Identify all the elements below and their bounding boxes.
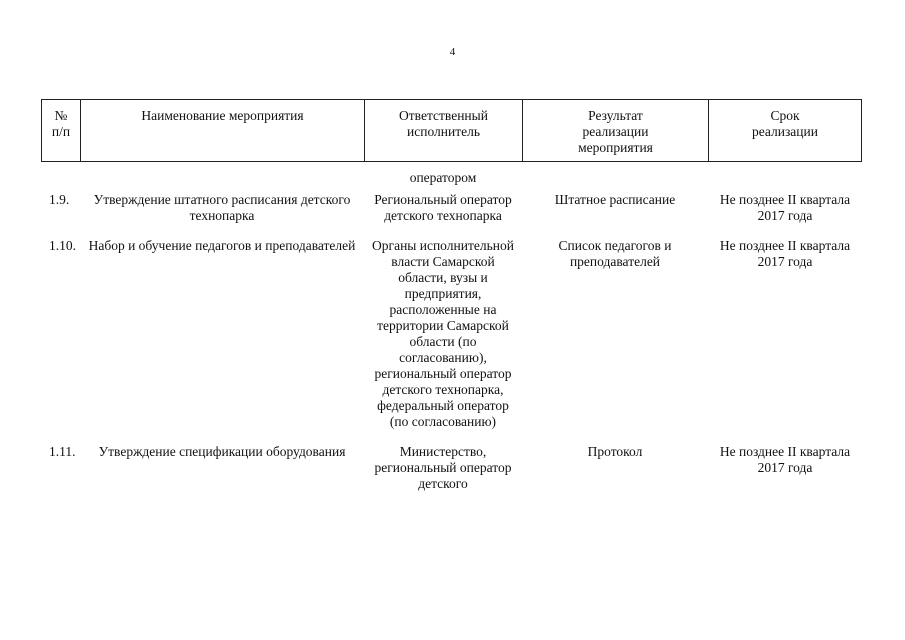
row-result: Штатное расписание: [554, 192, 676, 207]
header-executor: Ответственный исполнитель: [364, 100, 522, 161]
row-executor: Министерство, региональный оператор детского: [374, 444, 512, 491]
page-number: 4: [449, 46, 456, 58]
table-header: [41, 99, 862, 162]
header-event-name: Наименование мероприятия: [80, 100, 364, 161]
header-deadline: Срок реализации: [708, 100, 862, 161]
row-event-name: Утверждение штатного расписания детского технопарка: [93, 192, 351, 223]
row-executor: Органы исполнительной власти Самарской области, вузы и предприятия, расположенные на территории Самарской области (по согласованию), региональный оператор детского технопарка, федеральный оператор (по согласованию): [372, 238, 514, 429]
row-deadline: Не позднее II квартала 2017 года: [719, 238, 851, 269]
table-row: [41, 444, 862, 492]
table-row: [41, 192, 862, 224]
executor-continuation: оператором: [409, 170, 477, 185]
row-event-name: Утверждение спецификации оборудования: [98, 444, 346, 459]
row-deadline: Не позднее II квартала 2017 года: [719, 444, 851, 475]
row-number: 1.10.: [49, 238, 76, 253]
header-result: Результат реализации мероприятия: [522, 100, 708, 161]
row-deadline: Не позднее II квартала 2017 года: [719, 192, 851, 223]
events-table: [41, 99, 862, 492]
row-result: Список педагогов и преподавателей: [558, 238, 672, 269]
row-number: 1.9.: [49, 192, 70, 207]
row-number: 1.11.: [49, 444, 76, 459]
row-result: Протокол: [587, 444, 643, 459]
header-number: № п/п: [41, 100, 80, 161]
table-row: [41, 238, 862, 430]
table-row-continuation: [41, 170, 862, 186]
row-executor: Региональный оператор детского технопарка: [374, 192, 512, 223]
row-event-name: Набор и обучение педагогов и преподавателей: [88, 238, 356, 253]
